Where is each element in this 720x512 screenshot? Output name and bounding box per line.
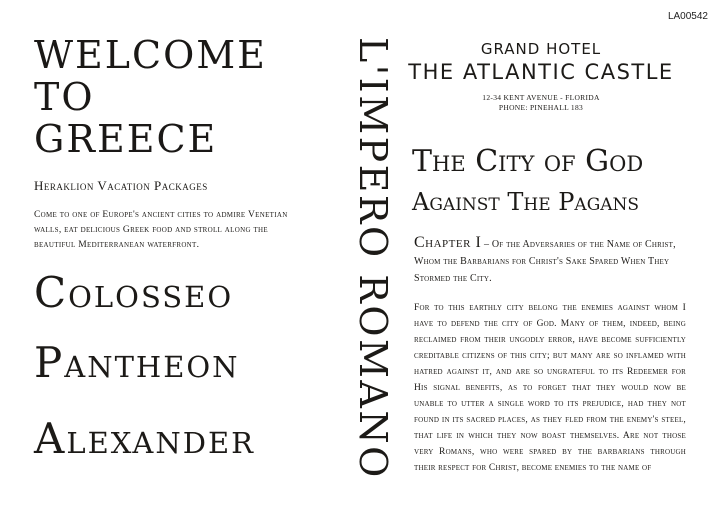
hotel-phone: PHONE: PINEHALL 183	[498, 103, 584, 112]
vacation-blurb: Come to one of Europe's ancient cities to admire Venetian walls, eat delicious Greek food and stroll along the beautiful Mediterranean waterfront.	[34, 210, 288, 250]
welcome-heading	[34, 34, 294, 160]
welcome-line: TO	[34, 75, 95, 119]
chapter-subtitle: – Of the Adversaries of the Name of Christ, Whom the Barbarians for Christ's Sake Spared When They Stormed the City.	[414, 239, 676, 284]
vacation-subheading: Heraklion Vacation Packages	[34, 178, 208, 193]
hotel-label: GRAND HOTEL	[480, 40, 602, 58]
book-title-line1: The City of God	[412, 144, 644, 179]
hotel-name: THE ATLANTIC CASTLE	[408, 60, 674, 84]
big-word-pantheon: Pantheon	[34, 338, 240, 387]
hotel-address: 12-34 KENT AVENUE - FLORIDA	[482, 93, 600, 102]
chapter-body: For to this earthly city belong the enemies against whom I have to defend the city of God. Many of them, indeed, being reclaimed from their ungodly error, have become sufficiently creditable citizens of this city; but many are so inflamed with hatred against it, and are so ungrateful to its Redeemer for His signal benefits, as to forget that they would now be unable to utter a single word to its prejudice, had they not found in its sacred places, as they fled from the enemy's steel, that life in which they now boast themselves. Are not those very Romans, who were spared by the barbarians through their respect for Christ, become enemies to the name of	[414, 303, 686, 473]
vertical-title: L'IMPERO ROMANO	[351, 37, 395, 480]
big-word-alexander: Alexander	[34, 414, 255, 463]
chapter-number: Chapter I	[414, 234, 482, 251]
book-title-line2: Against The Pagans	[412, 188, 640, 216]
document-code: LA00542	[667, 11, 708, 22]
chapter-heading	[414, 234, 686, 287]
big-word-colosseo: Colosseo	[34, 268, 234, 317]
welcome-line: WELCOME	[34, 33, 267, 77]
welcome-line: GREECE	[34, 117, 218, 161]
